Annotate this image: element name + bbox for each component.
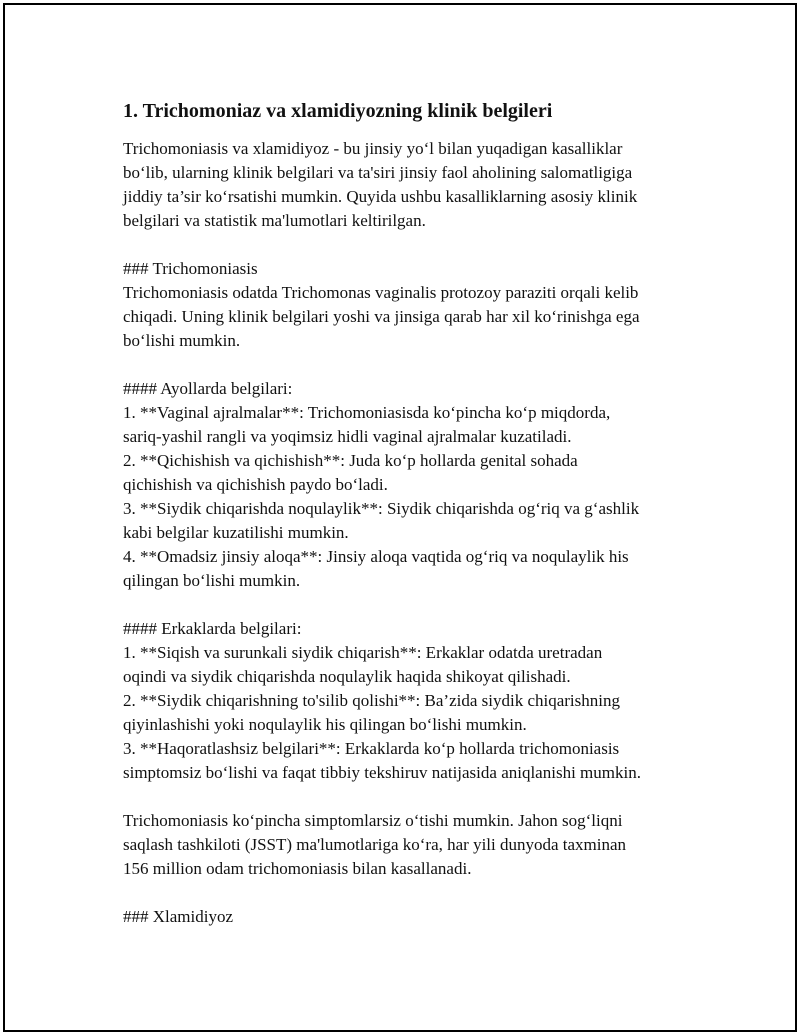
women-symptom-line: qilingan bo‘lishi mumkin. xyxy=(123,571,301,590)
trichomoniasis-intro-line: Trichomoniasis odatda Trichomonas vaginalis protozoy paraziti orqali kelib xyxy=(123,283,639,302)
trichomoniasis-section xyxy=(123,257,703,353)
paragraph-gap xyxy=(123,785,703,809)
statistics-line: Trichomoniasis ko‘pincha simptomlarsiz o‘tishi mumkin. Jahon sog‘liqni xyxy=(123,811,623,830)
men-symptoms-section xyxy=(123,617,703,785)
men-symptom-line: simptomsiz bo‘lishi va faqat tibbiy tekshiruv natijasida aniqlanishi mumkin. xyxy=(123,763,641,782)
statistics-line: saqlash tashkiloti (JSST) ma'lumotlariga ko‘ra, har yili dunyoda taxminan xyxy=(123,835,627,854)
paragraph-gap xyxy=(123,353,703,377)
intro-line: belgilari va statistik ma'lumotlari keltirilgan. xyxy=(123,211,426,230)
trichomoniasis-heading: ### Trichomoniasis xyxy=(123,259,258,278)
women-symptoms-section xyxy=(123,377,703,593)
document-body xyxy=(123,98,703,929)
xlamidiyoz-heading: ### Xlamidiyoz xyxy=(123,907,234,926)
intro-paragraph xyxy=(123,137,703,233)
statistics-line: 156 million odam trichomoniasis bilan kasallanadi. xyxy=(123,859,472,878)
men-symptom-line: 3. **Haqoratlashsiz belgilari**: Erkaklarda ko‘p hollarda trichomoniasis xyxy=(123,739,620,758)
trichomoniasis-intro-line: chiqadi. Uning klinik belgilari yoshi va jinsiga qarab har xil ko‘rinishga ega xyxy=(123,307,640,326)
men-symptoms-heading: #### Erkaklarda belgilari: xyxy=(123,619,302,638)
women-symptom-line: qichishish va qichishish paydo bo‘ladi. xyxy=(123,475,388,494)
women-symptom-line: 3. **Siydik chiqarishda noqulaylik**: Siydik chiqarishda og‘riq va g‘ashlik xyxy=(123,499,640,518)
xlamidiyoz-section xyxy=(123,905,703,929)
women-symptom-line: sariq-yashil rangli va yoqimsiz hidli vaginal ajralmalar kuzatiladi. xyxy=(123,427,572,446)
men-symptom-line: oqindi va siydik chiqarishda noqulaylik haqida shikoyat qilishadi. xyxy=(123,667,571,686)
women-symptom-line: kabi belgilar kuzatilishi mumkin. xyxy=(123,523,349,542)
men-symptom-line: 1. **Siqish va surunkali siydik chiqarish**: Erkaklar odatda uretradan xyxy=(123,643,603,662)
document-title: 1. Trichomoniaz va xlamidiyozning klinik belgileri xyxy=(123,100,553,122)
paragraph-gap xyxy=(123,881,703,905)
women-symptoms-heading: #### Ayollarda belgilari: xyxy=(123,379,293,398)
paragraph-gap xyxy=(123,233,703,257)
trichomoniasis-statistics xyxy=(123,809,703,881)
page-frame xyxy=(3,3,797,1032)
paragraph-gap xyxy=(123,593,703,617)
intro-line: jiddiy ta’sir ko‘rsatishi mumkin. Quyida ushbu kasalliklarning asosiy klinik xyxy=(123,187,638,206)
intro-line: Trichomoniasis va xlamidiyoz - bu jinsiy yo‘l bilan yuqadigan kasalliklar xyxy=(123,139,623,158)
men-symptom-line: qiyinlashishi yoki noqulaylik his qilingan bo‘lishi mumkin. xyxy=(123,715,527,734)
women-symptom-line: 4. **Omadsiz jinsiy aloqa**: Jinsiy aloqa vaqtida og‘riq va noqulaylik his xyxy=(123,547,629,566)
women-symptom-line: 1. **Vaginal ajralmalar**: Trichomoniasisda ko‘pincha ko‘p miqdorda, xyxy=(123,403,611,422)
trichomoniasis-intro-line: bo‘lishi mumkin. xyxy=(123,331,241,350)
men-symptom-line: 2. **Siydik chiqarishning to'silib qolishi**: Ba’zida siydik chiqarishning xyxy=(123,691,620,710)
intro-line: bo‘lib, ularning klinik belgilari va ta'siri jinsiy faol aholining salomatligiga xyxy=(123,163,633,182)
women-symptom-line: 2. **Qichishish va qichishish**: Juda ko‘p hollarda genital sohada xyxy=(123,451,578,470)
